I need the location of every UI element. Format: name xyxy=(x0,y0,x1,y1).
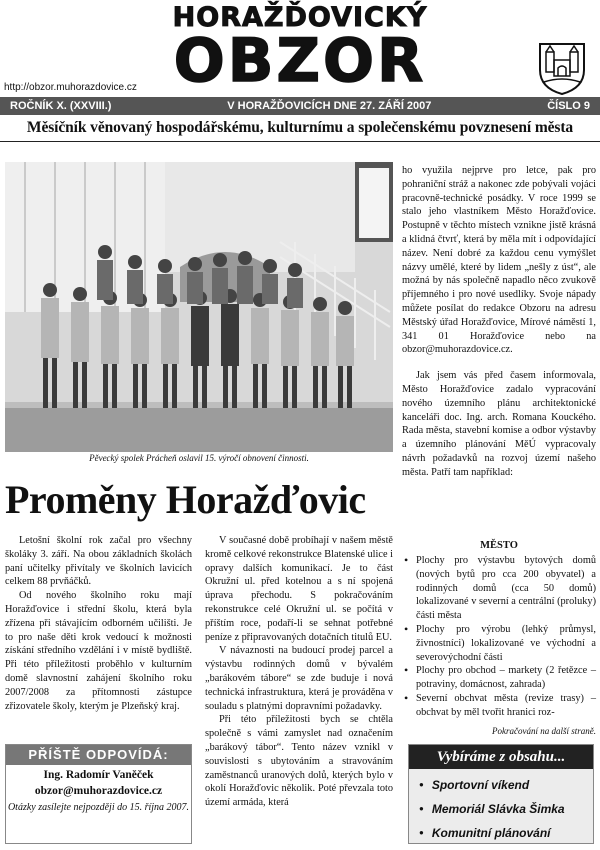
article-column-3 xyxy=(402,164,596,480)
volume-label: ROČNÍK X. (XXVIII.) xyxy=(10,100,112,112)
paragraph: Jak jsem vás před časem informovala, Město Horažďovice zadalo vypracování nového územního plánu architektonické kanceláři doc. Ing. arch. Romana Kouckého. Rada města, stavební komise a odbor výstavby a územního plánování MěÚ vypracovaly návrh požadavků na rozvoj území našeho města. Patří tam například: xyxy=(402,370,596,478)
paragraph: V současné době probíhají v našem městě kromě celkové rekonstrukce Blatenské ulice i opravy dalších komunikací. Je to část Okružní ul. před kotelnou a s ní spojená úprava přechodu. S pokračováním rekonstrukce celé Okružní ul. se počítá v příštím roce, podaří-li se sehnat potřebné peníze z připravovaných dotačních titulů EU. xyxy=(205,535,393,643)
choir-group-photo xyxy=(5,162,393,452)
next-issue-box xyxy=(5,744,192,844)
town-coat-of-arms xyxy=(536,40,588,96)
teaser-item[interactable]: ● Memoriál Slávka Šimka xyxy=(419,797,593,821)
contact-email-link[interactable]: obzor@muhorazdovice.cz xyxy=(34,785,163,797)
teaser-item[interactable]: ● Sportovní víkend xyxy=(419,773,593,797)
list-item: • Severní obchvat města (revize trasy) – obchvat by měl tvořit hranici roz- xyxy=(402,692,596,720)
paragraph: Při této příležitosti bych se chtěla společně s vámi zamyslet nad označením „barákový tábor“. Tento název vznikl v souvislosti s ubytováním a stravováním zaměstnanců uranových dolů, kterých bylo v okolí Horažďovic několik. Poté převzala toto území armáda, která xyxy=(205,714,393,809)
list-item: • Plochy pro obchod – markety (2 řetězce – potraviny, domácnost, zahrada) xyxy=(402,664,596,692)
paragraph: ho využila nejprve pro letce, pak pro pohraniční stráž a nakonec zde pobývali vojáci pracovně-technické posádky. V roce 1999 se stalo jeho vlastníkem Město Horažďovice. Postupně v těchto místech vznikne jistě krásná a klidná čtvrť, která by měla mít i odpovídající název. Není dobré za každou cenu vymýšlet názvy umělé, které by lidem „nešly z úst“, ale možná by nás společně napadlo něco zvukově příjemného i pro nové usedlíky. Svoje nápady můžete posílat do redakce Obzoru na adresu Městský úřad Horažďovice, Mírové náměstí 1, 341 01 Horažďovice nebo na obzor@muhorazdovice.cz. xyxy=(402,165,596,356)
list-item: • Plochy pro výstavbu bytových domů (nových bytů pro cca 200 obyvatel) a rodinných domů (cca 50 domů) lokalizované v severní a centrální (proluky) části města xyxy=(402,554,596,623)
continued-note: Pokračování na další straně. xyxy=(492,726,596,736)
paragraph: V návaznosti na budoucí prodej parcel a výstavbu rodinných domů v bývalém „barákovém tábore“ se zde buduje i nová technická infrastruktura, která je prováděna v souladu s platnými dopravními požadavky. xyxy=(205,645,393,712)
teaser-heading: Vybíráme z obsahu... xyxy=(409,745,593,769)
article-headline: Proměny Horažďovic xyxy=(5,477,366,522)
photo-caption: Pěvecký spolek Prácheň oslavil 15. výročí obnovení činnosti. xyxy=(89,453,309,463)
masthead-subtitle: Měsíčník věnovaný hospodářskému, kulturnímu a společenskému povznesení města xyxy=(26,119,574,136)
teaser-item[interactable]: ● Komunitní plánování xyxy=(419,821,593,845)
paragraph: Letošní školní rok začal pro všechny školáky 3. září. Na obou základních školách paní učitelky přivítaly ve školních lavicích celkem 88 prvňáčků. xyxy=(5,535,192,588)
masthead-title-top: HORAŽĎOVICKÝ xyxy=(172,2,428,33)
requirements-list xyxy=(402,554,596,720)
list-item: • Plochy pro výrobu (lehký průmysl, živnostníci) lokalizované ve východní a severovýchodní části xyxy=(402,623,596,664)
submission-note: Otázky zasílejte nejpozději do 15. října 2007. xyxy=(7,802,190,813)
divider xyxy=(0,141,600,142)
respondent-name: Ing. Radomír Vaněček xyxy=(43,769,154,781)
contents-teaser-box xyxy=(408,744,594,844)
article-column-1 xyxy=(5,534,192,713)
issue-number: ČÍSLO 9 xyxy=(547,100,590,112)
article-column-2 xyxy=(205,534,393,810)
website-link[interactable]: http://obzor.muhorazdovice.cz xyxy=(4,82,137,93)
list-heading: MĚSTO xyxy=(480,540,518,551)
paragraph: Od nového školního roku mají Horažďovice i střední školu, která byla zřízena při stávajícím odborném učilišti. Je to pro naše děti krok vedoucí k možnosti získání středního vzdělání i v místě bydliště. Při této příležitosti proběhlo v kulturním domě slavnostní zahájení školního roku 2007/2008 za přítomnosti zástupce zřizovatele školy, kterým je Plzeňský kraj. xyxy=(5,590,192,712)
dateline: V HORAŽĎOVICÍCH DNE 27. ZÁŘÍ 2007 xyxy=(227,100,432,112)
issue-info-bar xyxy=(0,97,600,115)
next-issue-heading: PŘÍŠTĚ ODPOVÍDÁ: xyxy=(6,745,191,765)
masthead-title-main: OBZOR xyxy=(173,26,427,96)
